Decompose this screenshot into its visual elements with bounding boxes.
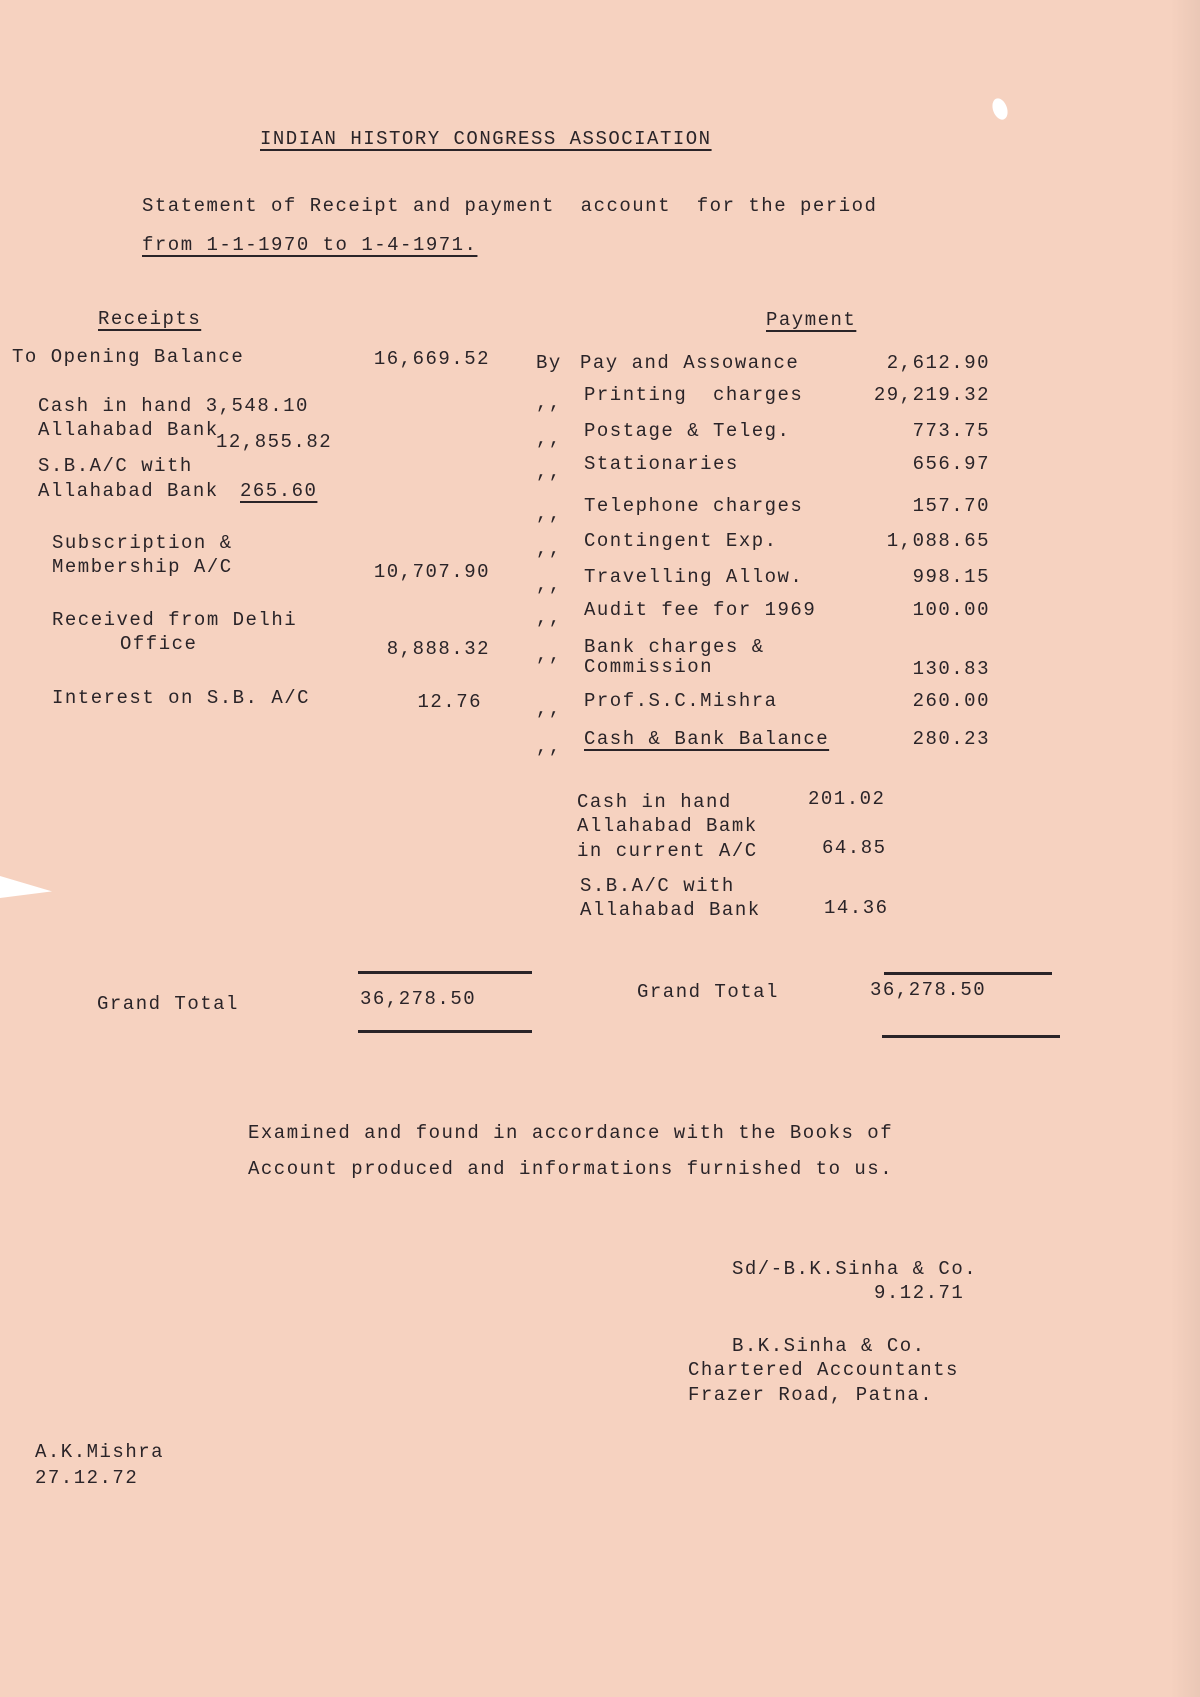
allahabad-bank-receipt: Allahabad Bank (38, 419, 219, 441)
subscription-line-1: Subscription & (52, 532, 233, 554)
cash-in-hand-receipt: Cash in hand 3,548.10 (38, 395, 309, 417)
payment-heading: Payment (766, 309, 857, 331)
footer-date: 27.12.72 (35, 1467, 139, 1489)
payment-prefix: ,, (536, 392, 562, 414)
payment-prefix: ,, (536, 607, 562, 629)
payments-grand-total-label: Grand Total (637, 981, 779, 1003)
payment-prefix: ,, (536, 736, 562, 758)
payment-prefix: ,, (536, 698, 562, 720)
payments-total-rule-bottom (882, 1035, 1060, 1038)
receipts-total-rule-bottom (358, 1030, 532, 1033)
firm-address: Frazer Road, Patna. (688, 1384, 934, 1406)
payment-prefix: ,, (536, 461, 562, 483)
signature-sd-line: Sd/-B.K.Sinha & Co. (732, 1258, 978, 1280)
payment-amount: 656.97 (912, 453, 990, 475)
payment-label: Contingent Exp. (584, 530, 778, 552)
opening-balance-label: To Opening Balance (12, 346, 245, 368)
payment-label: Prof.S.C.Mishra (584, 690, 778, 712)
sb-ac-receipt-amount: 265.60 (240, 480, 318, 502)
balance-current-amount: 64.85 (822, 837, 887, 859)
payment-amount: 1,088.65 (886, 530, 990, 552)
firm-title: Chartered Accountants (688, 1359, 959, 1381)
balance-current-line-1: Allahabad Bamk (577, 815, 758, 837)
balance-current-line-2: in current A/C (577, 840, 758, 862)
delhi-line-1: Received from Delhi (52, 609, 298, 631)
payment-label: Printing charges (584, 384, 804, 406)
delhi-line-2: Office (120, 633, 198, 655)
document-title: INDIAN HISTORY CONGRESS ASSOCIATION (260, 128, 712, 150)
payment-label: Pay and Assowance (580, 352, 800, 374)
subscription-amount: 10,707.90 (373, 561, 490, 583)
footer-name: A.K.Mishra (35, 1441, 165, 1463)
payment-prefix: By (536, 352, 562, 374)
subscription-line-2: Membership A/C (52, 556, 233, 578)
balance-sb-amount: 14.36 (824, 897, 889, 919)
payment-prefix: ,, (536, 428, 562, 450)
paper-tear-left (0, 876, 52, 898)
opening-balance-amount: 16,669.52 (373, 348, 490, 370)
firm-name: B.K.Sinha & Co. (732, 1335, 926, 1357)
payment-label: Travelling Allow. (584, 566, 804, 588)
paper-hole-top (990, 96, 1011, 121)
balance-sb-line-2: Allahabad Bank (580, 899, 761, 921)
balance-cash-label: Cash in hand (577, 791, 732, 813)
statement-line-1: Statement of Receipt and payment account for the period (142, 195, 878, 217)
sb-ac-receipt-bank: Allahabad Bank (38, 480, 219, 502)
interest-label: Interest on S.B. A/C (52, 687, 311, 709)
payments-total-rule-top (884, 972, 1052, 975)
payment-prefix: ,, (536, 574, 562, 596)
payment-label: Cash & Bank Balance (584, 728, 830, 750)
payment-amount: 2,612.90 (886, 352, 990, 374)
payment-label: Postage & Teleg. (584, 420, 791, 442)
payment-amount: 260.00 (912, 690, 990, 712)
payment-prefix: ,, (536, 644, 562, 666)
payment-prefix: ,, (536, 503, 562, 525)
receipts-total-rule-top (358, 971, 532, 974)
payment-amount: 773.75 (912, 420, 990, 442)
allahabad-bank-receipt-amount: 12,855.82 (216, 431, 333, 453)
delhi-amount: 8,888.32 (386, 638, 490, 660)
statement-line-2: from 1-1-1970 to 1-4-1971. (142, 234, 478, 256)
balance-sb-line-1: S.B.A/C with (580, 875, 735, 897)
payment-label: Stationaries (584, 453, 739, 475)
certification-line-1: Examined and found in accordance with the Books of (248, 1122, 894, 1144)
certification-line-2: Account produced and informations furnished to us. (248, 1158, 894, 1180)
balance-cash-amount: 201.02 (808, 788, 886, 810)
payment-amount: 100.00 (912, 599, 990, 621)
payment-amount: 998.15 (912, 566, 990, 588)
receipts-grand-total-amount: 36,278.50 (360, 988, 477, 1010)
receipts-grand-total-label: Grand Total (97, 993, 239, 1015)
payment-amount: 157.70 (912, 495, 990, 517)
interest-amount: 12.76 (417, 691, 482, 713)
payment-amount: 280.23 (912, 728, 990, 750)
payment-prefix: ,, (536, 538, 562, 560)
payment-label-continued: Commission (584, 656, 714, 678)
payment-label: Bank charges & (584, 636, 765, 658)
payment-amount: 130.83 (912, 658, 990, 680)
payment-label: Telephone charges (584, 495, 804, 517)
signature-date: 9.12.71 (874, 1282, 965, 1304)
payment-amount: 29,219.32 (873, 384, 990, 406)
payment-label: Audit fee for 1969 (584, 599, 817, 621)
payments-grand-total-amount: 36,278.50 (870, 979, 987, 1001)
sb-ac-receipt-line: S.B.A/C with (38, 455, 193, 477)
receipts-heading: Receipts (98, 308, 202, 330)
